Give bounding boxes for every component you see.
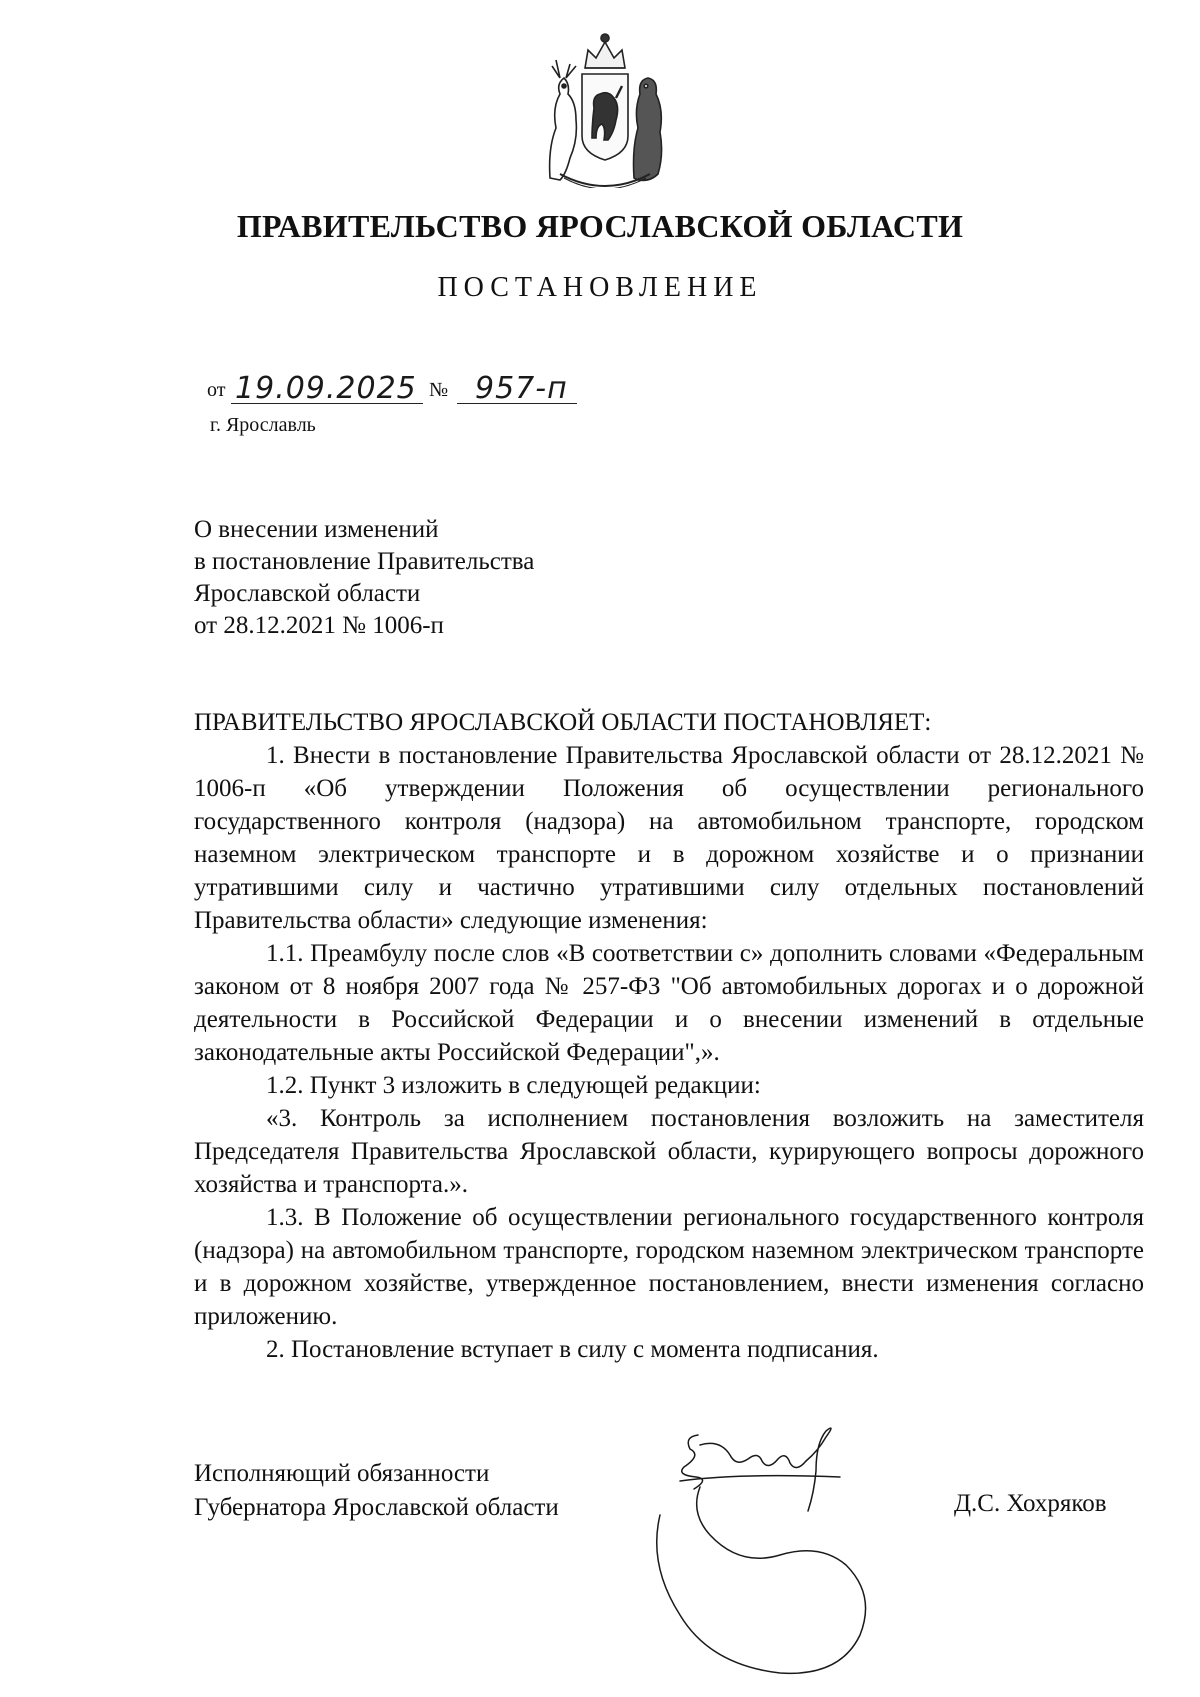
number-label: № xyxy=(429,379,449,401)
signatory-position xyxy=(194,1457,559,1525)
subject-line: от 28.12.2021 № 1006-п xyxy=(194,612,444,639)
number-underline xyxy=(457,403,577,404)
handwritten-number: 957-п xyxy=(475,371,568,406)
date-underline xyxy=(231,403,423,404)
handwritten-date: 19.09.2025 xyxy=(235,371,417,406)
resolution-heading: ПРАВИТЕЛЬСТВО ЯРОСЛАВСКОЙ ОБЛАСТИ ПОСТАНОВЛЯЕТ: xyxy=(194,709,932,736)
document-body xyxy=(194,706,1144,1366)
position-line: Исполняющий обязанности xyxy=(194,1460,490,1487)
subject-line: Ярославской области xyxy=(194,580,421,607)
paragraph-2: 2. Постановление вступает в силу с момента подписания. xyxy=(266,1336,879,1363)
paragraph-1: 1. Внести в постановление Правительства Ярославской области от 28.12.2021 № 1006-п «Об утверждении Положения об осуществлении регионального государственного контроля (надзора) на автомобильном транспорте, городском наземном электрическом транспорте и в дорожном хозяйстве и о признании утратившими силу и частично утратившими силу отдельных постановлений Правительства области» следующие изменения: xyxy=(194,742,1144,934)
coat-of-arms-icon xyxy=(530,28,680,188)
document-subject xyxy=(194,514,534,642)
subject-line: в постановление Правительства xyxy=(194,548,535,575)
city-label: г. Ярославль xyxy=(210,414,316,436)
paragraph-1-2-quote: «3. Контроль за исполнением постановления возложить на заместителя Председателя Правительства Ярославской области, курирующего вопросы дорожного хозяйства и транспорта.». xyxy=(194,1105,1144,1198)
handwritten-signature-icon xyxy=(640,1415,930,1680)
paragraph-1-2: 1.2. Пункт 3 изложить в следующей редакции: xyxy=(266,1072,761,1099)
position-line: Губернатора Ярославской области xyxy=(194,1494,559,1521)
signatory-name: Д.С. Хохряков xyxy=(954,1490,1107,1517)
date-from-label: от xyxy=(207,379,226,401)
paragraph-1-1: 1.1. Преамбулу после слов «В соответствии с» дополнить словами «Федеральным законом от 8 ноября 2007 года № 257-ФЗ "Об автомобильных дорогах и о дорожной деятельности в Российской Федерации и о внесении изменений в отдельные законодательные акты Российской Федерации",». xyxy=(194,940,1144,1066)
document-type: ПОСТАНОВЛЕНИЕ xyxy=(437,272,763,303)
subject-line: О внесении изменений xyxy=(194,516,439,543)
paragraph-1-3: 1.3. В Положение об осуществлении регионального государственного контроля (надзора) на автомобильном транспорте, городском наземном электрическом транспорте и в дорожном хозяйстве, утвержденное постановлением, внести изменения согласно приложению. xyxy=(194,1204,1144,1330)
government-title: ПРАВИТЕЛЬСТВО ЯРОСЛАВСКОЙ ОБЛАСТИ xyxy=(236,208,964,244)
